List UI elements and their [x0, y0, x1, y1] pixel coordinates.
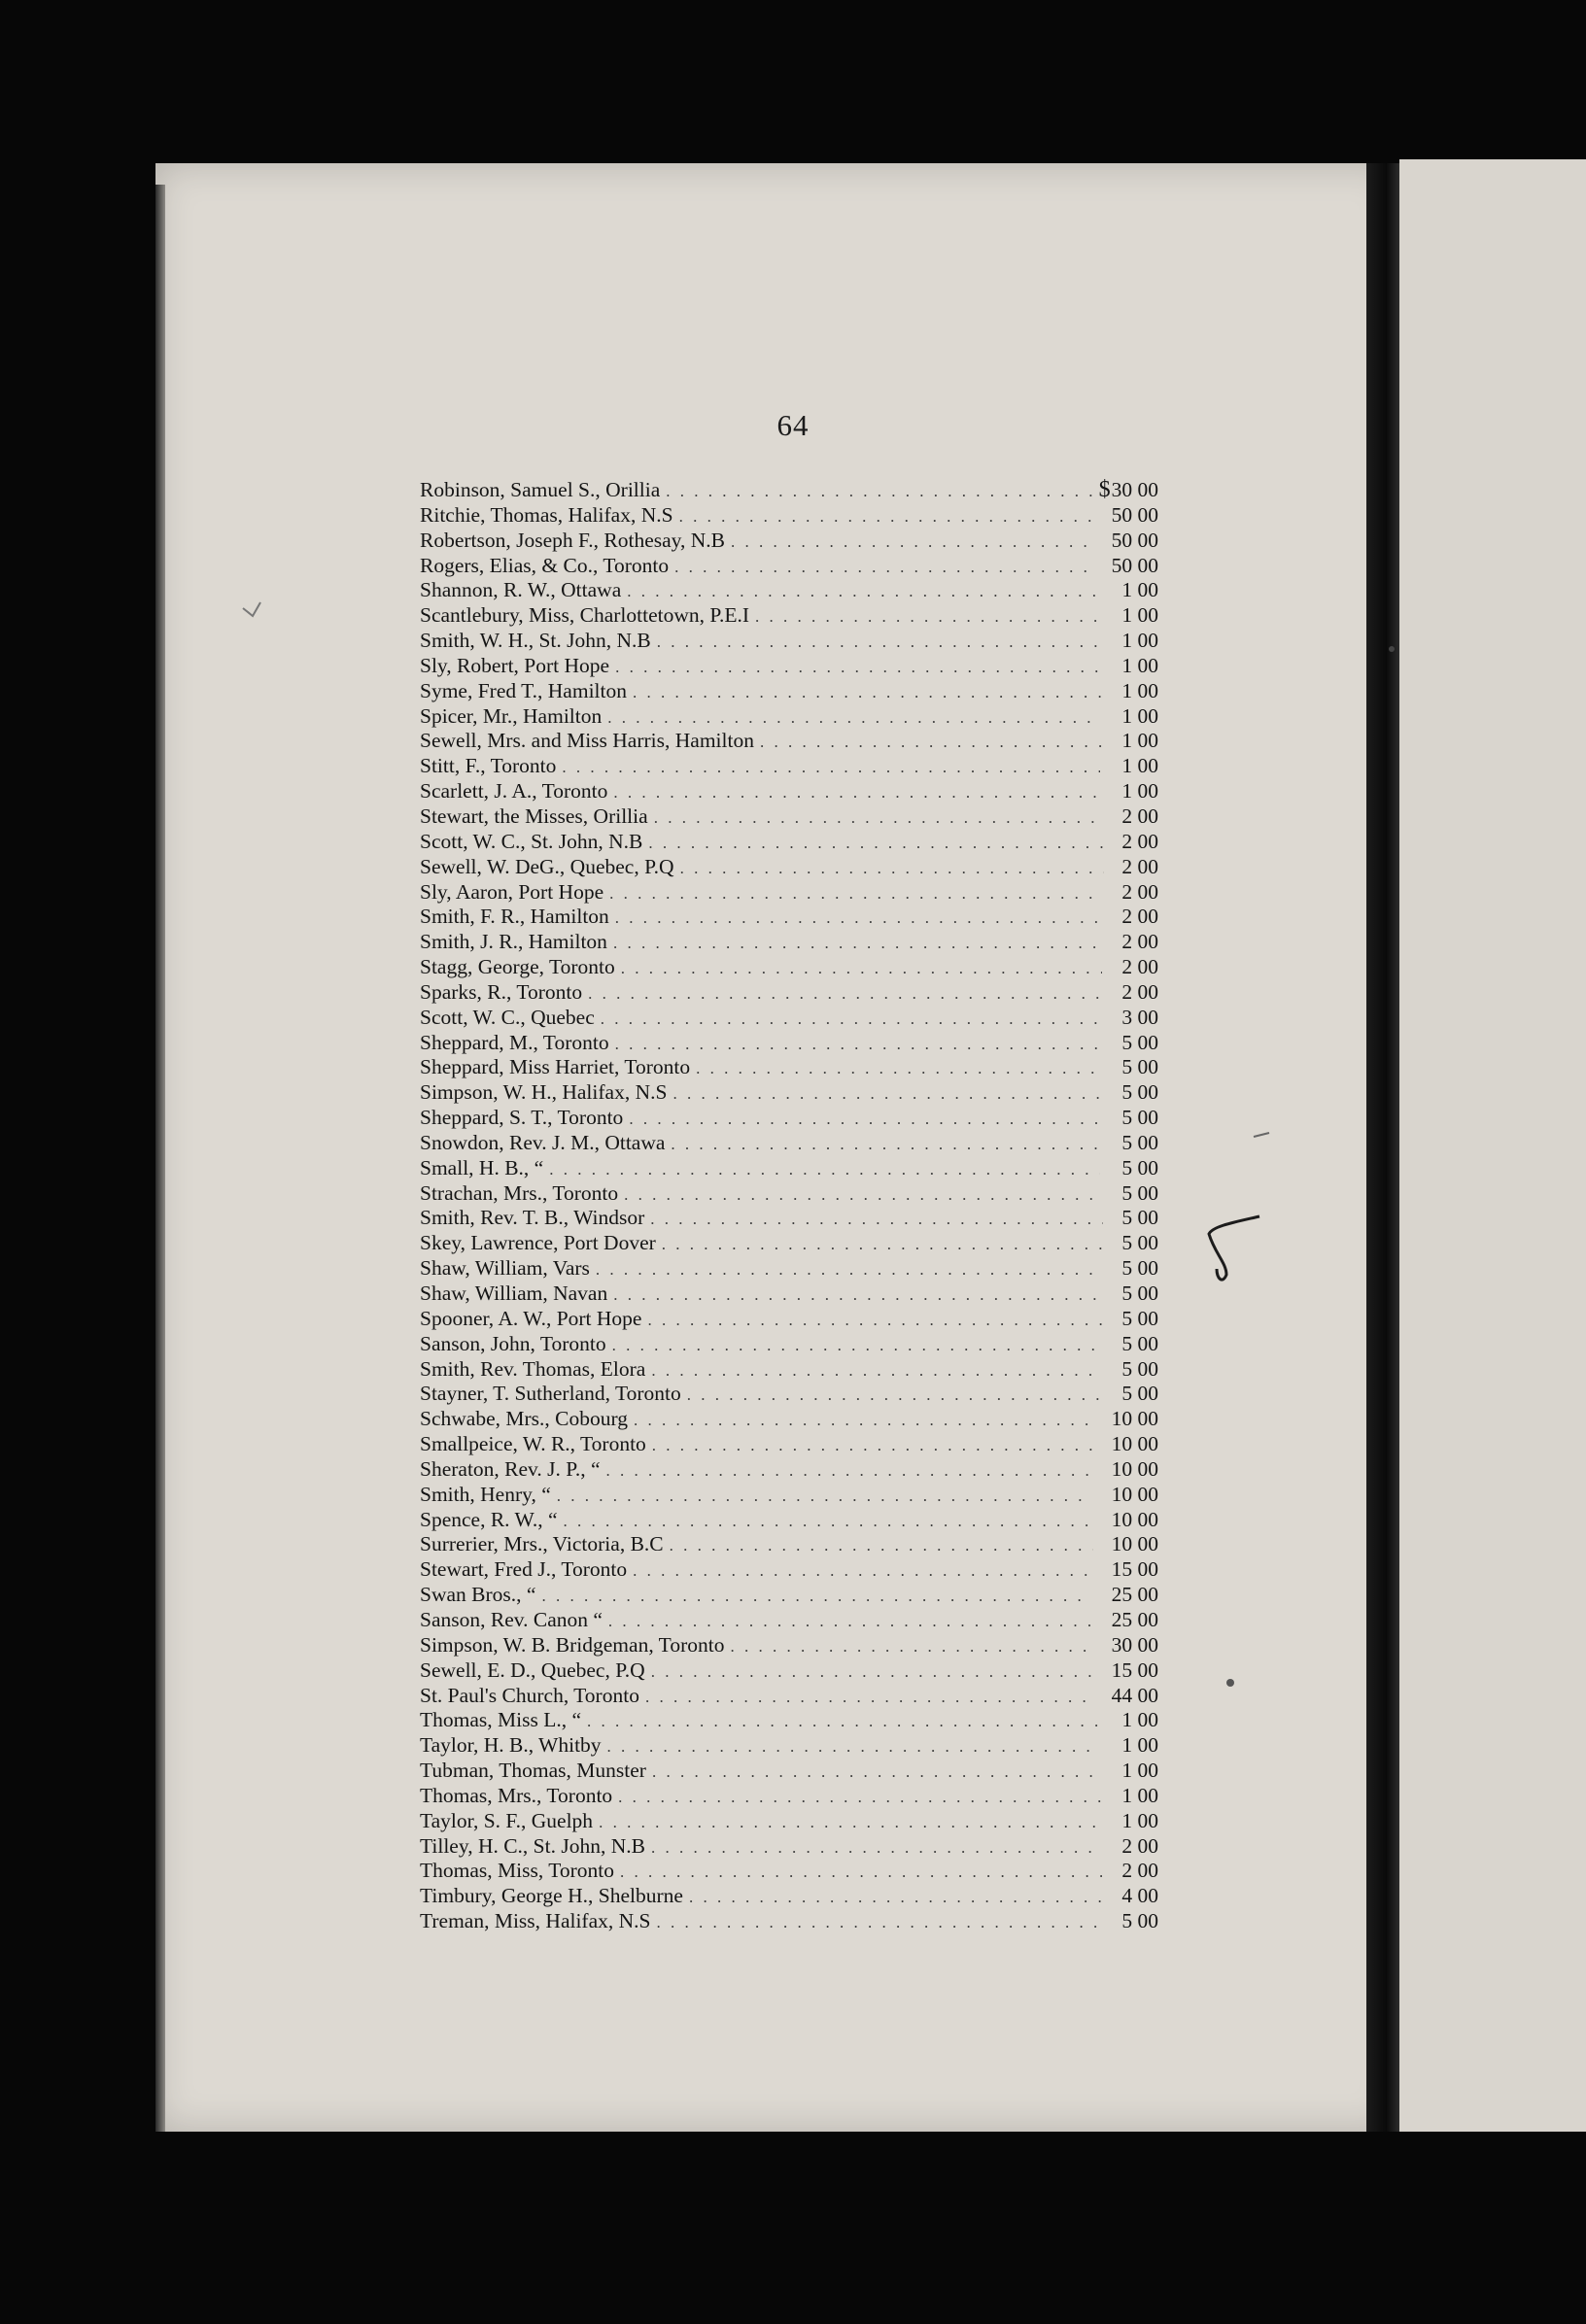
subscriber-name: Sewell, E. D., Quebec, P.Q — [420, 1658, 645, 1682]
ledger-entry — [420, 1508, 1158, 1533]
amount: 1 00 — [1121, 754, 1158, 778]
facing-page — [1399, 159, 1586, 2132]
dot-leader — [651, 1659, 1093, 1684]
amount: 5 00 — [1121, 1180, 1158, 1205]
amount: 1 00 — [1121, 1759, 1158, 1783]
amount: 15 00 — [1111, 1557, 1158, 1582]
subscriber-name: Simpson, W. H., Halifax, N.S — [420, 1080, 668, 1105]
ledger-entry — [420, 1131, 1158, 1156]
amount: 2 00 — [1121, 854, 1158, 878]
subscriber-name: Scarlett, J. A., Toronto — [420, 779, 608, 803]
amount: 1 00 — [1121, 1708, 1158, 1732]
ledger-entry — [420, 930, 1158, 955]
amount: 2 00 — [1121, 1833, 1158, 1858]
dot-leader — [564, 1509, 1090, 1533]
amount: 5 00 — [1121, 1080, 1158, 1105]
ledger-entry — [420, 1332, 1158, 1357]
ledger-entry — [420, 654, 1158, 679]
amount: 5 00 — [1121, 1030, 1158, 1054]
ledger-entry — [420, 754, 1158, 779]
dot-leader — [596, 1257, 1101, 1282]
ledger-entry — [420, 1608, 1158, 1633]
subscriber-name: Stayner, T. Sutherland, Toronto — [420, 1382, 681, 1406]
subscriber-name: Sewell, W. DeG., Quebec, P.Q — [420, 854, 674, 878]
amount: 5 00 — [1121, 1356, 1158, 1381]
ledger-entry — [420, 1031, 1158, 1056]
dot-leader — [633, 1558, 1092, 1583]
dot-leader — [666, 479, 1092, 503]
ledger-entry — [420, 1809, 1158, 1834]
amount: 5 00 — [1121, 1206, 1158, 1230]
subscriber-name: Stewart, the Misses, Orillia — [420, 803, 648, 828]
subscriber-name: Thomas, Miss, Toronto — [420, 1859, 614, 1883]
ledger-entry — [420, 1784, 1158, 1809]
dot-leader — [662, 1232, 1103, 1256]
book-gutter — [1366, 163, 1399, 2132]
amount: 5 00 — [1121, 1231, 1158, 1255]
dot-leader — [731, 530, 1095, 554]
ledger-entry — [420, 880, 1158, 906]
ledger-entry — [420, 478, 1158, 503]
amount: 50 00 — [1111, 502, 1158, 527]
subscriber-name: Smith, J. R., Hamilton — [420, 930, 607, 954]
dot-leader — [613, 780, 1101, 804]
amount: 5 00 — [1121, 1331, 1158, 1355]
amount: 1 00 — [1121, 703, 1158, 728]
subscriber-name: Thomas, Mrs., Toronto — [420, 1783, 613, 1807]
dot-leader — [657, 630, 1103, 654]
subscriber-name: Timbury, George H., Shelburne — [420, 1884, 683, 1908]
amount: 10 00 — [1111, 1482, 1158, 1506]
ledger-entry — [420, 1181, 1158, 1207]
amount: 50 00 — [1111, 528, 1158, 552]
ledger-entry — [420, 1006, 1158, 1031]
ledger-entry — [420, 830, 1158, 855]
subscriber-name: St. Paul's Church, Toronto — [420, 1683, 639, 1707]
dot-leader — [679, 504, 1093, 529]
amount: 2 00 — [1121, 955, 1158, 979]
ledger-entry — [420, 1884, 1158, 1909]
subscriber-name: Taylor, H. B., Whitby — [420, 1733, 602, 1758]
ledger-entry — [420, 1658, 1158, 1684]
amount: 4 00 — [1121, 1884, 1158, 1908]
ledger-entry — [420, 1307, 1158, 1332]
dot-leader — [613, 931, 1102, 955]
subscriber-name: Stitt, F., Toronto — [420, 754, 557, 778]
ledger-entry — [420, 554, 1158, 579]
dot-leader — [541, 1584, 1089, 1608]
amount: 30 00 — [1111, 1632, 1158, 1657]
subscriber-name: Stagg, George, Toronto — [420, 955, 615, 979]
dot-leader — [588, 981, 1101, 1006]
ledger-entry — [420, 804, 1158, 830]
amount: 25 00 — [1111, 1607, 1158, 1631]
amount: 1 00 — [1121, 1733, 1158, 1758]
subscriber-name: Surrerier, Mrs., Victoria, B.C — [420, 1532, 664, 1556]
subscriber-name: Smallpeice, W. R., Toronto — [420, 1432, 646, 1456]
dot-leader — [633, 680, 1102, 704]
ledger-entry — [420, 1156, 1158, 1181]
subscriber-name: Sanson, John, Toronto — [420, 1331, 606, 1355]
subscriber-name: Spence, R. W., “ — [420, 1507, 558, 1531]
amount: 10 00 — [1111, 1456, 1158, 1481]
ledger-entry — [420, 529, 1158, 554]
dot-leader — [652, 1433, 1092, 1457]
ledger-entry — [420, 1684, 1158, 1709]
ledger-entry — [420, 1357, 1158, 1383]
ledger-entry — [420, 1055, 1158, 1080]
ledger-entry — [420, 1282, 1158, 1307]
dot-leader — [755, 604, 1106, 629]
dot-leader — [629, 1107, 1102, 1131]
amount: 1 00 — [1121, 629, 1158, 653]
dot-leader — [672, 1081, 1103, 1106]
dot-leader — [652, 1760, 1103, 1784]
dot-leader — [615, 1032, 1102, 1056]
ledger-entry — [420, 1909, 1158, 1934]
dot-leader — [607, 705, 1101, 730]
subscriber-name: Smith, Rev. T. B., Windsor — [420, 1206, 645, 1230]
page-edge — [155, 185, 165, 2132]
dot-leader — [615, 906, 1102, 930]
subscriber-name: Shannon, R. W., Ottawa — [420, 578, 622, 602]
ledger-entry — [420, 603, 1158, 629]
subscriber-name: Strachan, Mrs., Toronto — [420, 1180, 619, 1205]
subscriber-name: Skey, Lawrence, Port Dover — [420, 1231, 656, 1255]
amount: 44 00 — [1111, 1683, 1158, 1707]
amount: 5 00 — [1121, 1306, 1158, 1330]
ledger-entry — [420, 1859, 1158, 1884]
amount: 50 00 — [1111, 553, 1158, 577]
subscriber-name: Sly, Aaron, Port Hope — [420, 879, 604, 904]
amount: 1 00 — [1121, 578, 1158, 602]
amount: 1 00 — [1121, 1783, 1158, 1807]
dot-leader — [549, 1157, 1099, 1181]
subscriber-name: Tubman, Thomas, Munster — [420, 1759, 646, 1783]
amount: 1 00 — [1121, 678, 1158, 702]
dot-leader — [606, 1458, 1091, 1483]
ledger-entry — [420, 1583, 1158, 1608]
subscriber-name: Syme, Fred T., Hamilton — [420, 678, 627, 702]
dot-leader — [651, 1835, 1103, 1860]
amount: 5 00 — [1121, 1155, 1158, 1179]
dot-leader — [674, 555, 1093, 579]
ledger-entry — [420, 578, 1158, 603]
ledger-entry — [420, 905, 1158, 930]
amount: 1 00 — [1121, 729, 1158, 753]
subscriber-name: Spicer, Mr., Hamilton — [420, 703, 603, 728]
dot-leader — [648, 831, 1102, 855]
dot-leader — [657, 1910, 1103, 1934]
dot-leader — [612, 1333, 1102, 1357]
subscriber-name: Snowdon, Rev. J. M., Ottawa — [420, 1130, 666, 1154]
ledger-entry — [420, 1432, 1158, 1457]
ledger-entry — [420, 629, 1158, 654]
ledger-entry — [420, 1382, 1158, 1407]
amount: 25 00 — [1111, 1583, 1158, 1607]
dot-leader — [760, 730, 1106, 754]
dot-leader — [671, 1132, 1103, 1156]
ledger-entry — [420, 1759, 1158, 1784]
amount: 5 00 — [1121, 1282, 1158, 1305]
amount: 10 00 — [1111, 1407, 1158, 1431]
ledger-entry — [420, 679, 1158, 704]
dot-leader — [689, 1885, 1104, 1909]
amount: 5 00 — [1121, 1055, 1158, 1079]
dot-leader — [557, 1484, 1090, 1508]
subscriber-name: Smith, W. H., St. John, N.B — [420, 629, 651, 653]
subscriber-name: Sanson, Rev. Canon “ — [420, 1607, 603, 1631]
ledger-entry — [420, 955, 1158, 980]
ledger-entry — [420, 1633, 1158, 1658]
ledger-entry — [420, 1080, 1158, 1106]
amount: 5 00 — [1121, 1909, 1158, 1933]
amount: 2 00 — [1121, 829, 1158, 853]
amount: 2 00 — [1121, 930, 1158, 954]
amount: 15 00 — [1111, 1658, 1158, 1682]
amount: 10 00 — [1111, 1507, 1158, 1531]
amount: 5 00 — [1121, 1382, 1158, 1406]
subscriber-name: Schwabe, Mrs., Cobourg — [420, 1407, 628, 1431]
dot-leader — [620, 1860, 1102, 1884]
amount: 1 00 — [1121, 603, 1158, 628]
dot-leader — [609, 881, 1101, 906]
dot-leader — [599, 1810, 1101, 1834]
subscriber-name: Robertson, Joseph F., Rothesay, N.B — [420, 528, 726, 552]
subscriber-name: Tilley, H. C., St. John, N.B — [420, 1833, 645, 1858]
dot-leader — [618, 1785, 1102, 1809]
subscriber-name: Scott, W. C., St. John, N.B — [420, 829, 643, 853]
ledger-entry — [420, 980, 1158, 1006]
subscriber-name: Sparks, R., Toronto — [420, 979, 583, 1004]
subscriber-name: Sewell, Mrs. and Miss Harris, Hamilton — [420, 729, 754, 753]
amount: 2 00 — [1121, 803, 1158, 828]
dot-leader — [654, 805, 1103, 830]
amount: 10 00 — [1111, 1432, 1158, 1456]
ledger-entry — [420, 1733, 1158, 1759]
ledger-entry — [420, 1483, 1158, 1508]
subscriber-name: Scantlebury, Miss, Charlottetown, P.E.I — [420, 603, 749, 628]
dot-leader — [647, 1308, 1102, 1332]
subscriber-name: Sheraton, Rev. J. P., “ — [420, 1456, 601, 1481]
ledger-entry — [420, 1256, 1158, 1282]
dot-leader — [687, 1383, 1104, 1407]
page-number: 64 — [776, 408, 810, 442]
dot-leader — [587, 1709, 1101, 1733]
dot-leader — [608, 1609, 1091, 1633]
dot-leader — [696, 1056, 1104, 1080]
subscriber-name: Thomas, Miss L., “ — [420, 1708, 582, 1732]
dot-leader — [645, 1685, 1092, 1709]
subscriber-name: Spooner, A. W., Port Hope — [420, 1306, 642, 1330]
ledger-entry — [420, 503, 1158, 529]
dot-leader — [680, 856, 1104, 880]
amount: 1 00 — [1121, 1808, 1158, 1832]
amount: 2 00 — [1121, 979, 1158, 1004]
ledger-entry — [420, 1206, 1158, 1231]
ledger-entry — [420, 1407, 1158, 1432]
dot-leader — [562, 755, 1100, 779]
ledger-entry — [420, 1834, 1158, 1860]
subscriber-name: Smith, Rev. Thomas, Elora — [420, 1356, 646, 1381]
ledger-entry — [420, 1532, 1158, 1557]
dot-leader — [621, 956, 1102, 980]
subscriber-name: Sheppard, S. T., Toronto — [420, 1106, 624, 1130]
ledger-entry — [420, 779, 1158, 804]
dot-leader — [634, 1408, 1092, 1432]
subscriber-name: Sly, Robert, Port Hope — [420, 653, 610, 677]
ledger-entry — [420, 1106, 1158, 1131]
dot-leader — [613, 1282, 1101, 1307]
subscriber-name: Smith, Henry, “ — [420, 1482, 551, 1506]
amount: 1 00 — [1121, 779, 1158, 803]
subscriber-name: Taylor, S. F., Guelph — [420, 1808, 594, 1832]
subscription-list — [420, 478, 1158, 1934]
amount: 10 00 — [1111, 1532, 1158, 1556]
ledger-entry — [420, 1457, 1158, 1483]
dot-leader — [650, 1207, 1102, 1231]
dot-leader — [651, 1358, 1102, 1383]
subscriber-name: Treman, Miss, Halifax, N.S — [420, 1909, 651, 1933]
ledger-entry — [420, 1708, 1158, 1733]
amount: 2 00 — [1121, 1859, 1158, 1883]
subscriber-name: Shaw, William, Vars — [420, 1256, 590, 1281]
subscriber-name: Smith, F. R., Hamilton — [420, 905, 609, 929]
subscriber-name: Small, H. B., “ — [420, 1155, 544, 1179]
subscriber-name: Robinson, Samuel S., Orillia — [420, 478, 661, 501]
subscriber-name: Ritchie, Thomas, Halifax, N.S — [420, 502, 673, 527]
dot-leader — [607, 1734, 1102, 1759]
amount: 1 00 — [1121, 653, 1158, 677]
dot-leader — [615, 655, 1102, 679]
dot-leader — [624, 1182, 1102, 1207]
ledger-entry — [420, 704, 1158, 730]
subscriber-name: Stewart, Fred J., Toronto — [420, 1557, 628, 1582]
subscriber-name: Shaw, William, Navan — [420, 1282, 608, 1305]
dot-leader — [627, 579, 1102, 603]
dot-leader — [670, 1533, 1093, 1557]
amount: 3 00 — [1121, 1005, 1158, 1029]
dot-leader — [730, 1634, 1094, 1658]
ledger-entry — [420, 729, 1158, 754]
subscriber-name: Sheppard, M., Toronto — [420, 1030, 609, 1054]
amount: 2 00 — [1121, 905, 1158, 929]
subscriber-name: Simpson, W. B. Bridgeman, Toronto — [420, 1632, 725, 1657]
amount: 5 00 — [1121, 1256, 1158, 1281]
amount: 2 00 — [1121, 879, 1158, 904]
subscriber-name: Rogers, Elias, & Co., Toronto — [420, 553, 670, 577]
subscriber-name: Scott, W. C., Quebec — [420, 1005, 595, 1029]
ledger-entry — [420, 1231, 1158, 1256]
amount: 5 00 — [1121, 1106, 1158, 1130]
ledger-entry — [420, 855, 1158, 880]
subscriber-name: Sheppard, Miss Harriet, Toronto — [420, 1055, 691, 1079]
currency-symbol: $ — [1098, 478, 1111, 502]
dot-leader — [601, 1007, 1101, 1031]
ledger-entry — [420, 1557, 1158, 1583]
subscriber-name: Swan Bros., “ — [420, 1583, 536, 1607]
amount: 30 00 — [1111, 478, 1158, 501]
amount: 5 00 — [1121, 1130, 1158, 1154]
